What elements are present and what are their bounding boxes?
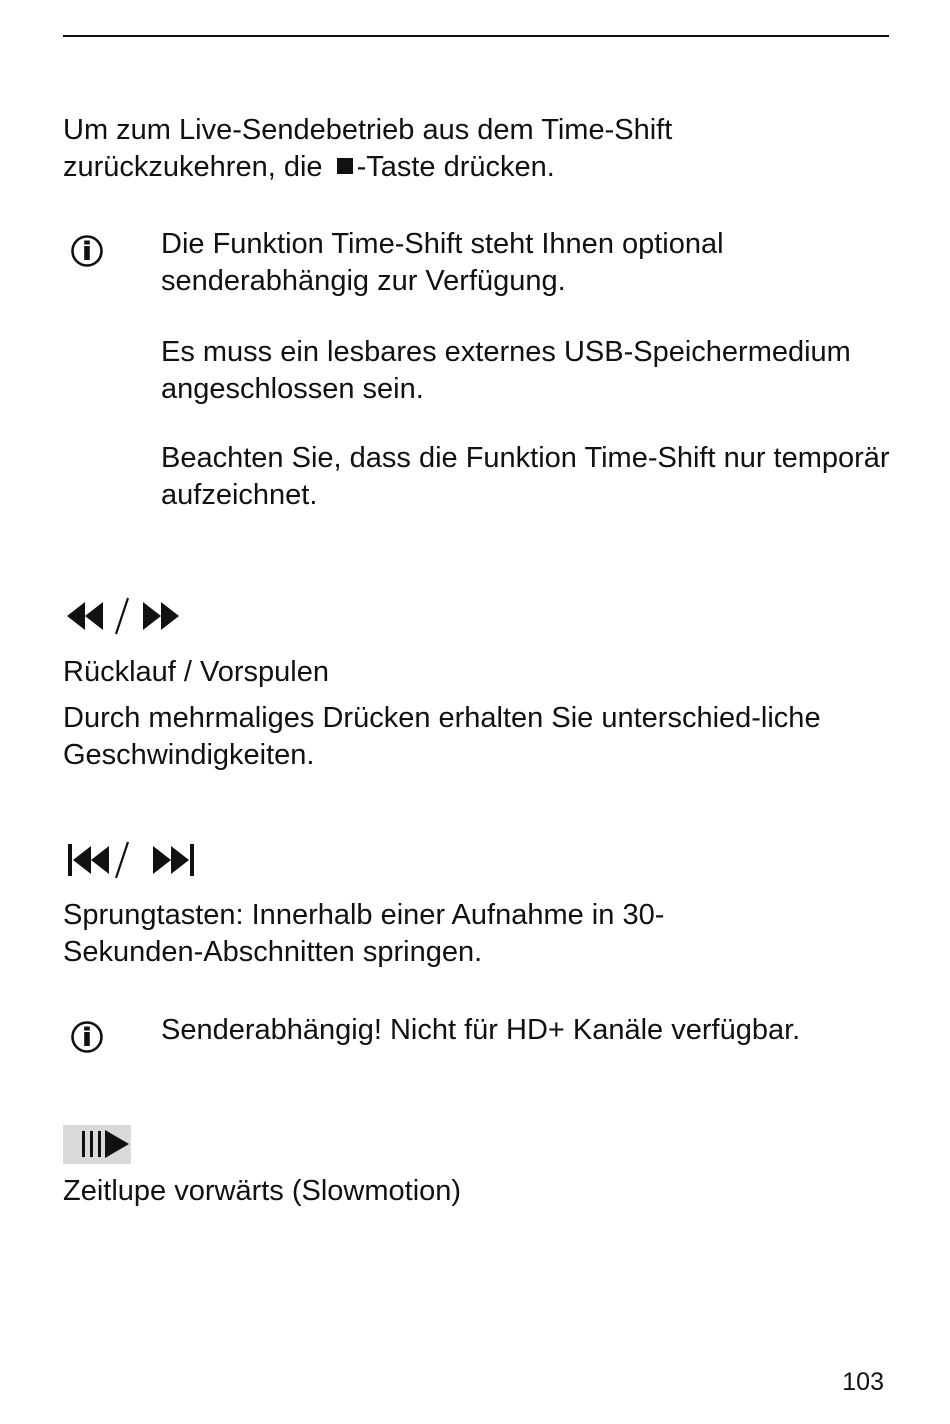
intro-line-2-post: -Taste drücken. — [356, 151, 555, 183]
slowmotion-icon — [63, 1125, 131, 1164]
slowmotion-section-title: Zeitlupe vorwärts (Slowmotion) — [63, 1175, 462, 1207]
rewind-section-title: Rücklauf / Vorspulen — [63, 656, 329, 688]
info2-text: Senderabhängig! Nicht für HD+ Kanäle verfügbar. — [161, 1014, 801, 1046]
info-icon — [70, 234, 104, 268]
rewind-section-description: Durch mehrmaliges Drücken erhalten Sie unterschied-liche Geschwindigkeiten. — [63, 702, 821, 771]
intro-line-1: Um zum Live-Sendebetrieb aus dem Time-Shift — [63, 114, 673, 146]
rewind-forward-icons — [63, 596, 183, 636]
page-number: 103 — [842, 1368, 884, 1396]
info1-paragraph-3: Beachten Sie, dass die Funktion Time-Shift nur temporär aufzeichnet. — [161, 442, 890, 511]
info-icon — [70, 1020, 104, 1054]
intro-line-2-pre: zurückzukehren, die — [63, 151, 331, 183]
skip-icons — [63, 840, 203, 880]
skip-section-description: Sprungtasten: Innerhalb einer Aufnahme in 30-Sekunden-Abschnitten springen. — [63, 899, 665, 968]
stop-icon — [337, 158, 353, 174]
skip-back-icon — [68, 844, 109, 876]
slash-separator — [116, 842, 128, 878]
skip-forward-icon — [153, 844, 194, 876]
slowmotion-key — [63, 1125, 131, 1164]
rewind-icon — [67, 602, 103, 630]
slash-separator — [116, 598, 128, 634]
intro-line-2 — [63, 149, 555, 186]
info1-paragraph-2: Es muss ein lesbares externes USB-Speichermedium angeschlossen sein. — [161, 336, 851, 405]
fast-forward-icon — [143, 602, 179, 630]
info1-paragraph-1: Die Funktion Time-Shift steht Ihnen optional senderabhängig zur Verfügung. — [161, 228, 724, 297]
top-rule — [63, 35, 889, 37]
